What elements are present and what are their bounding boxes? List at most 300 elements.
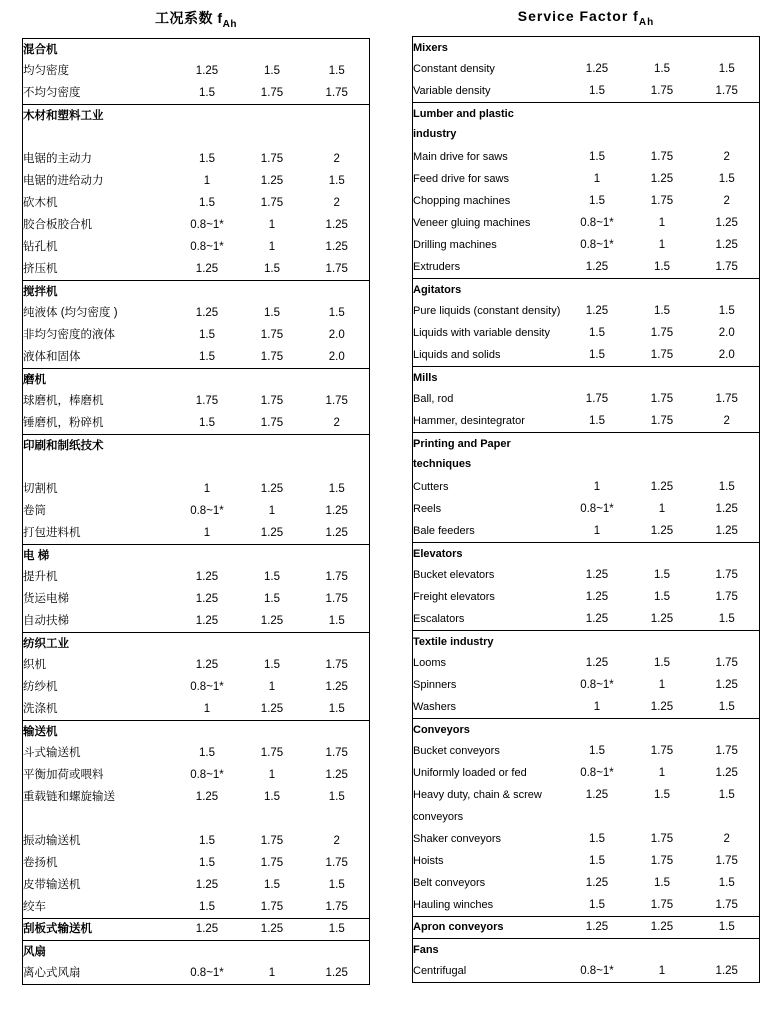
table-row xyxy=(413,80,760,102)
factor-value xyxy=(240,720,305,742)
factor-value: 1.25 xyxy=(585,63,609,76)
table-row xyxy=(413,410,760,432)
factor-value xyxy=(630,36,695,58)
factor-value xyxy=(240,368,305,390)
factor-value: 0.8~1* xyxy=(580,239,614,252)
table-group-row xyxy=(413,36,760,58)
table-row xyxy=(23,412,370,434)
row-label: 非均匀密度的液体 xyxy=(23,329,115,342)
row-label: Reels xyxy=(413,503,442,516)
factor-value: 1.75 xyxy=(715,85,738,98)
factor-value: 1.25 xyxy=(195,65,219,78)
factor-value: 1.75 xyxy=(650,393,674,406)
factor-value xyxy=(565,630,630,652)
row-label: 风扇 xyxy=(23,940,175,962)
factor-value xyxy=(175,280,240,302)
factor-value: 1.5 xyxy=(589,415,605,428)
factor-value: 0.8~1* xyxy=(580,965,614,978)
factor-value: 1 xyxy=(658,965,666,978)
factor-value: 1.25 xyxy=(585,261,609,274)
factor-value: 1.5 xyxy=(199,329,215,342)
factor-value: 0.8~1* xyxy=(190,505,224,518)
factor-value: 1.5 xyxy=(328,65,345,78)
table-group-row xyxy=(23,720,370,742)
row-label: Hammer, desintegrator xyxy=(413,415,525,428)
factor-value: 1 xyxy=(658,217,666,230)
row-label: 平衡加荷或喂料 xyxy=(23,769,104,782)
factor-value xyxy=(630,102,695,124)
factor-value xyxy=(695,366,760,388)
right-column-title xyxy=(412,8,760,28)
row-label: Looms xyxy=(413,657,447,670)
factor-value: 1.5 xyxy=(199,747,215,760)
factor-value: 1.25 xyxy=(585,591,609,604)
factor-value: 1.5 xyxy=(589,151,605,164)
table-row xyxy=(23,830,370,852)
row-label: Apron conveyors xyxy=(413,916,565,938)
table-row xyxy=(413,322,760,344)
factor-value: 1.25 xyxy=(195,571,219,584)
table-row xyxy=(413,58,760,80)
factor-value xyxy=(630,454,695,476)
table-group-row xyxy=(23,434,370,456)
table-row xyxy=(23,390,370,412)
row-label: 自动扶梯 xyxy=(23,615,69,628)
row-label: 电 梯 xyxy=(23,544,175,566)
factor-value: 1.5 xyxy=(264,791,280,804)
row-label: Chopping machines xyxy=(413,195,511,208)
row-label: 斗式输送机 xyxy=(23,747,81,760)
factor-value: 1.5 xyxy=(199,417,215,430)
table-row xyxy=(413,388,760,410)
table-row xyxy=(23,896,370,918)
row-label: 绞车 xyxy=(23,901,46,914)
factor-value: 1 xyxy=(593,525,601,538)
row-label: Agitators xyxy=(413,278,565,300)
factor-value: 1.25 xyxy=(325,527,348,540)
factor-value: 1.75 xyxy=(650,327,674,340)
table-row xyxy=(413,784,760,806)
factor-value xyxy=(630,630,695,652)
table-row xyxy=(413,344,760,366)
factor-value: 1.5 xyxy=(264,307,280,320)
factor-value: 1.25 xyxy=(630,916,695,938)
factor-value: 1.25 xyxy=(260,175,284,188)
row-label: Variable density xyxy=(413,85,491,98)
factor-value xyxy=(240,280,305,302)
factor-value xyxy=(240,808,305,830)
factor-value: 1.5 xyxy=(328,615,345,628)
factor-value xyxy=(240,456,305,478)
table-row xyxy=(413,300,760,322)
factor-value xyxy=(175,544,240,566)
factor-value: 1.75 xyxy=(650,833,674,846)
table-row xyxy=(413,850,760,872)
row-label: 木材和塑料工业 xyxy=(23,104,175,126)
row-label: 胶合板胶合机 xyxy=(23,219,92,232)
factor-value: 1.5 xyxy=(589,855,605,868)
factor-value xyxy=(565,102,630,124)
factor-value: 1.25 xyxy=(585,569,609,582)
row-label: 提升机 xyxy=(23,571,58,584)
factor-value: 1.5 xyxy=(199,835,215,848)
factor-value: 1.5 xyxy=(199,351,215,364)
row-label: Uniformly loaded or fed xyxy=(413,767,527,780)
factor-value: 2 xyxy=(333,153,340,166)
table-group-row xyxy=(413,630,760,652)
row-label: 磨机 xyxy=(23,368,175,390)
factor-value: 1.75 xyxy=(325,571,348,584)
table-row xyxy=(23,786,370,808)
factor-value xyxy=(175,368,240,390)
table-row xyxy=(413,212,760,234)
factor-value xyxy=(695,102,760,124)
factor-value xyxy=(240,632,305,654)
row-label: Spinners xyxy=(413,679,457,692)
factor-value xyxy=(305,544,370,566)
factor-value: 1.25 xyxy=(260,703,284,716)
table-row xyxy=(413,608,760,630)
row-label: conveyors xyxy=(413,811,464,824)
table-row xyxy=(413,498,760,520)
row-label: 电锯的主动力 xyxy=(23,153,92,166)
factor-value: 1.25 xyxy=(195,615,219,628)
row-label: Ball, rod xyxy=(413,393,454,406)
factor-value: 1.25 xyxy=(715,965,738,978)
row-label: 刮板式输送机 xyxy=(23,918,175,940)
table-group-row xyxy=(23,632,370,654)
factor-value: 1.25 xyxy=(195,791,219,804)
factor-value: 1.75 xyxy=(325,395,348,408)
table-row xyxy=(413,190,760,212)
factor-value: 1.25 xyxy=(195,307,219,320)
table-group-row xyxy=(23,456,370,478)
factor-value xyxy=(305,280,370,302)
factor-value xyxy=(305,368,370,390)
factor-value: 1 xyxy=(268,505,276,518)
factor-value: 1.5 xyxy=(328,175,345,188)
factor-value xyxy=(240,544,305,566)
table-row xyxy=(23,302,370,324)
table-row xyxy=(23,148,370,170)
factor-value xyxy=(695,718,760,740)
table-row xyxy=(413,168,760,190)
factor-value xyxy=(305,632,370,654)
row-label: 货运电梯 xyxy=(23,593,69,606)
factor-value: 1.75 xyxy=(325,747,348,760)
row-label: Conveyors xyxy=(413,718,565,740)
left-title-text: 工况系数 f xyxy=(155,10,223,26)
table-group-row xyxy=(23,940,370,962)
row-label: Shaker conveyors xyxy=(413,833,502,846)
factor-value: 1.25 xyxy=(240,918,305,940)
factor-value: 1 xyxy=(203,527,211,540)
row-label: 锤磨机，粉碎机 xyxy=(23,417,104,430)
table-group-row xyxy=(23,38,370,60)
factor-value: 1.5 xyxy=(589,327,605,340)
row-label: 液体和固体 xyxy=(23,351,81,364)
row-label: Escalators xyxy=(413,613,465,626)
factor-value xyxy=(240,940,305,962)
row-label: 印刷和制纸技术 xyxy=(23,434,175,456)
factor-value xyxy=(565,938,630,960)
factor-value xyxy=(695,278,760,300)
factor-value: 1.75 xyxy=(650,745,674,758)
factor-value: 1.5 xyxy=(264,593,280,606)
row-label: Belt conveyors xyxy=(413,877,486,890)
factor-value: 1.25 xyxy=(325,241,348,254)
factor-value: 1.5 xyxy=(264,879,280,892)
factor-value xyxy=(630,366,695,388)
factor-value: 1.75 xyxy=(260,747,284,760)
row-label: 洗涤机 xyxy=(23,703,58,716)
factor-value: 1 xyxy=(658,239,666,252)
factor-value: 1.5 xyxy=(654,261,670,274)
table-row xyxy=(413,740,760,762)
table-row xyxy=(413,960,760,982)
factor-value xyxy=(630,124,695,146)
factor-value: 1.25 xyxy=(325,967,348,980)
factor-value: 1.25 xyxy=(260,483,284,496)
table-group-row xyxy=(413,278,760,300)
table-row xyxy=(23,324,370,346)
factor-value: 1 xyxy=(593,173,601,186)
factor-value: 1.25 xyxy=(650,525,674,538)
table-group-row xyxy=(23,104,370,126)
factor-value: 2.0 xyxy=(328,329,345,342)
table-group-row xyxy=(23,126,370,148)
factor-value: 2 xyxy=(333,417,340,430)
factor-value xyxy=(695,432,760,454)
factor-value xyxy=(630,542,695,564)
row-label: Mixers xyxy=(413,36,565,58)
factor-value xyxy=(305,434,370,456)
factor-value: 2 xyxy=(723,833,730,846)
factor-value xyxy=(175,38,240,60)
row-label: 织机 xyxy=(23,659,46,672)
factor-value: 1.5 xyxy=(654,877,670,890)
left-column-chinese xyxy=(22,6,370,985)
factor-value: 1.25 xyxy=(585,789,609,802)
factor-value: 1.5 xyxy=(654,657,670,670)
row-label: Main drive for saws xyxy=(413,151,508,164)
table-row xyxy=(23,852,370,874)
factor-value: 1.75 xyxy=(260,901,284,914)
factor-value: 1.25 xyxy=(715,217,738,230)
table-row xyxy=(23,170,370,192)
row-label: 振动输送机 xyxy=(23,835,81,848)
row-label: industry xyxy=(413,127,457,140)
factor-value xyxy=(175,456,240,478)
table-row xyxy=(413,476,760,498)
table-row xyxy=(413,828,760,850)
factor-value: 1 xyxy=(593,701,601,714)
factor-value xyxy=(305,126,370,148)
factor-value: 2 xyxy=(723,151,730,164)
row-label: 输送机 xyxy=(23,720,175,742)
row-label: 卷扬机 xyxy=(23,857,58,870)
row-label: 球磨机，棒磨机 xyxy=(23,395,104,408)
factor-value: 1.75 xyxy=(260,417,284,430)
factor-value xyxy=(695,938,760,960)
factor-value: 1.25 xyxy=(715,525,738,538)
factor-value: 1.5 xyxy=(718,63,735,76)
factor-value: 1.5 xyxy=(718,613,735,626)
factor-value: 1.75 xyxy=(260,835,284,848)
factor-value: 1.25 xyxy=(585,877,609,890)
factor-value: 1.25 xyxy=(195,263,219,276)
factor-value: 1.5 xyxy=(654,305,670,318)
factor-value: 1.25 xyxy=(715,767,738,780)
factor-value: 1.25 xyxy=(585,613,609,626)
table-row xyxy=(23,192,370,214)
table-group-row xyxy=(413,124,760,146)
factor-value xyxy=(240,38,305,60)
factor-value: 1 xyxy=(658,503,666,516)
factor-value: 1.75 xyxy=(650,415,674,428)
factor-value xyxy=(565,124,630,146)
table-row xyxy=(23,962,370,984)
factor-value: 1 xyxy=(268,967,276,980)
factor-value: 1.25 xyxy=(585,305,609,318)
factor-value xyxy=(695,124,760,146)
row-label: Feed drive for saws xyxy=(413,173,509,186)
factor-value: 1 xyxy=(268,241,276,254)
factor-value: 1.75 xyxy=(260,395,284,408)
factor-value: 1.5 xyxy=(654,789,670,802)
factor-value xyxy=(175,808,240,830)
factor-value: 1.5 xyxy=(199,197,215,210)
row-label: 电锯的进给动力 xyxy=(23,175,104,188)
table-row xyxy=(23,236,370,258)
factor-value: 1.5 xyxy=(264,65,280,78)
factor-value: 1.75 xyxy=(260,329,284,342)
row-label: Washers xyxy=(413,701,456,714)
factor-value: 1 xyxy=(593,481,601,494)
factor-value: 0.8~1* xyxy=(580,767,614,780)
row-label: Veneer gluing machines xyxy=(413,217,531,230)
row-label xyxy=(23,126,175,148)
factor-value: 1.25 xyxy=(650,613,674,626)
table-row xyxy=(413,806,760,828)
factor-value: 1.25 xyxy=(195,593,219,606)
row-label: 钻孔机 xyxy=(23,241,58,254)
factor-value: 1.75 xyxy=(325,901,348,914)
row-label xyxy=(23,808,175,830)
factor-value: 0.8~1* xyxy=(580,503,614,516)
factor-value: 1 xyxy=(203,175,211,188)
factor-value: 0.8~1* xyxy=(580,679,614,692)
factor-value: 1.25 xyxy=(195,659,219,672)
factor-value: 1.5 xyxy=(328,307,345,320)
factor-value: 1.5 xyxy=(589,899,605,912)
factor-value: 2 xyxy=(333,835,340,848)
row-label: Mills xyxy=(413,366,565,388)
table-row xyxy=(23,566,370,588)
factor-value: 2.0 xyxy=(718,349,735,362)
factor-value xyxy=(565,806,630,828)
row-label: 离心式风扇 xyxy=(23,967,81,980)
row-label: 混合机 xyxy=(23,38,175,60)
table-group-row xyxy=(413,916,760,938)
factor-value: 1 xyxy=(203,703,211,716)
factor-value: 1 xyxy=(658,767,666,780)
row-label: 搅拌机 xyxy=(23,280,175,302)
service-factor-table-en xyxy=(412,36,760,983)
factor-value: 1.75 xyxy=(715,591,738,604)
table-row xyxy=(23,82,370,104)
factor-value: 1.75 xyxy=(650,899,674,912)
table-group-row xyxy=(413,454,760,476)
factor-value xyxy=(175,104,240,126)
factor-value xyxy=(630,278,695,300)
row-label: 卷筒 xyxy=(23,505,46,518)
factor-value: 1.5 xyxy=(328,879,345,892)
table-row xyxy=(413,520,760,542)
factor-value: 1 xyxy=(268,681,276,694)
row-label: Hauling winches xyxy=(413,899,494,912)
factor-value: 1.75 xyxy=(650,195,674,208)
row-label: 均匀密度 xyxy=(23,65,69,78)
table-row xyxy=(413,234,760,256)
row-label: 纺纱机 xyxy=(23,681,58,694)
factor-value: 1.25 xyxy=(325,681,348,694)
factor-value: 1.25 xyxy=(260,527,284,540)
row-label: techniques xyxy=(413,457,472,470)
factor-value xyxy=(305,808,370,830)
factor-value xyxy=(175,632,240,654)
factor-value: 1.5 xyxy=(199,857,215,870)
factor-value: 1.75 xyxy=(715,393,738,406)
factor-value: 1.75 xyxy=(195,395,219,408)
row-label: Liquids with variable density xyxy=(413,327,550,340)
factor-value xyxy=(565,454,630,476)
table-row xyxy=(23,500,370,522)
table-row xyxy=(23,808,370,830)
factor-value: 1.5 xyxy=(199,901,215,914)
row-label: Bucket elevators xyxy=(413,569,495,582)
factor-value: 1.25 xyxy=(715,679,738,692)
factor-value: 1.25 xyxy=(325,219,348,232)
row-label: Heavy duty, chain & screw xyxy=(413,789,542,802)
factor-value: 1 xyxy=(658,679,666,692)
factor-value: 1.5 xyxy=(589,745,605,758)
factor-value: 1.75 xyxy=(715,657,738,670)
factor-value: 2 xyxy=(723,415,730,428)
factor-value xyxy=(630,718,695,740)
row-label: Constant density xyxy=(413,63,495,76)
row-label: 纯液体 (均匀密度 ) xyxy=(23,307,118,320)
factor-value: 0.8~1* xyxy=(190,681,224,694)
factor-value: 1.5 xyxy=(718,305,735,318)
table-row xyxy=(413,256,760,278)
factor-value: 0.8~1* xyxy=(190,769,224,782)
factor-value: 1.5 xyxy=(264,263,280,276)
table-row xyxy=(23,522,370,544)
factor-value: 1.5 xyxy=(718,789,735,802)
factor-value xyxy=(175,434,240,456)
factor-value: 1.5 xyxy=(718,173,735,186)
row-label: 不均匀密度 xyxy=(23,87,81,100)
left-column-title xyxy=(22,8,370,30)
factor-value: 1.75 xyxy=(260,197,284,210)
factor-value: 1.75 xyxy=(585,393,609,406)
row-label: Hoists xyxy=(413,855,444,868)
factor-value xyxy=(695,806,760,828)
factor-value: 1.75 xyxy=(715,745,738,758)
factor-value: 1.5 xyxy=(589,195,605,208)
table-row xyxy=(23,478,370,500)
